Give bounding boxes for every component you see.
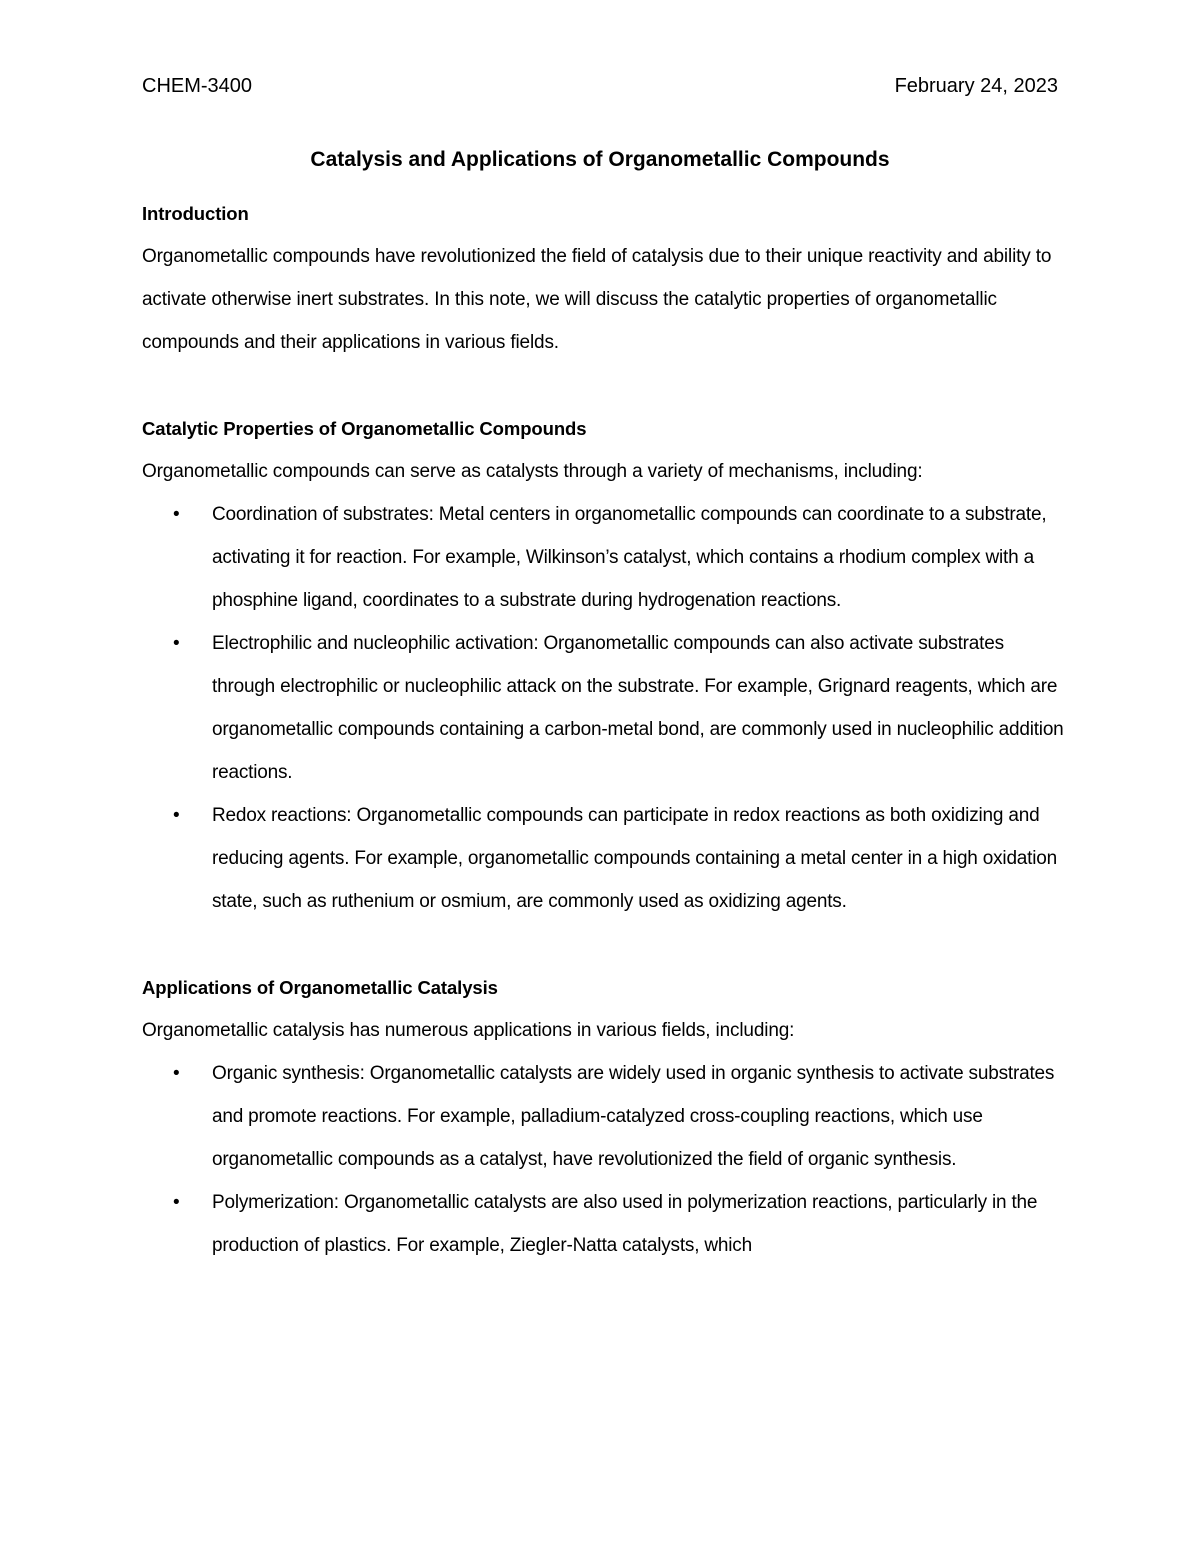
list-item-text: Electrophilic and nucleophilic activation: Organometallic compounds can also activate substrates through electrophilic or nucleophilic attack on the substrate. For example, Grignard reagents, which are organometallic compounds containing a carbon-metal bond, are commonly used in nucleophilic addition reactions. <box>212 633 1064 783</box>
intro-paragraph: Organometallic compounds have revolutionized the field of catalysis due to their unique reactivity and ability to activate otherwise inert substrates. In this note, we will discuss the catalytic properties of organometallic compounds and their applications in various fields. <box>142 246 1052 353</box>
list-item <box>142 493 1072 622</box>
list-item-text: Redox reactions: Organometallic compounds can participate in redox reactions as both oxidizing and reducing agents. For example, organometallic compounds containing a metal center in a high oxidation state, such as ruthenium or osmium, are commonly used as oxidizing agents. <box>212 805 1058 912</box>
bullet-icon: • <box>173 504 180 525</box>
catalytic-lead-paragraph: Organometallic compounds can serve as catalysts through a variety of mechanisms, including: <box>142 461 923 482</box>
section-heading-introduction: Introduction <box>142 203 249 224</box>
list-item <box>142 1181 1072 1267</box>
bullet-icon: • <box>173 633 180 654</box>
section-heading-catalytic-properties: Catalytic Properties of Organometallic Compounds <box>142 418 587 439</box>
paragraph-spacer <box>142 923 1072 966</box>
list-item <box>142 622 1072 794</box>
list-item <box>142 794 1072 923</box>
list-item-text: Polymerization: Organometallic catalysts are also used in polymerization reactions, particularly in the production of plastics. For example, Ziegler-Natta catalysts, which <box>212 1192 1038 1256</box>
paragraph-spacer <box>142 364 1072 407</box>
bullet-icon: • <box>173 805 180 826</box>
list-item-text: Organic synthesis: Organometallic catalysts are widely used in organic synthesis to activate substrates and promote reactions. For example, palladium-catalyzed cross-coupling reactions, which use organometallic compounds as a catalyst, have revolutionized the field of organic synthesis. <box>212 1063 1055 1170</box>
catalytic-mechanisms-list <box>142 493 1072 923</box>
document-body <box>142 192 1072 1267</box>
bullet-icon: • <box>173 1192 180 1213</box>
course-code: CHEM-3400 <box>142 75 253 97</box>
list-item <box>142 1052 1072 1181</box>
applications-list <box>142 1052 1072 1267</box>
bullet-icon: • <box>173 1063 180 1084</box>
document-title: Catalysis and Applications of Organometallic Compounds <box>310 148 890 171</box>
document-date: February 24, 2023 <box>894 75 1058 97</box>
applications-lead-paragraph: Organometallic catalysis has numerous applications in various fields, including: <box>142 1020 795 1041</box>
section-heading-applications: Applications of Organometallic Catalysis <box>142 977 498 998</box>
list-item-text: Coordination of substrates: Metal centers in organometallic compounds can coordinate to a substrate, activating it for reaction. For example, Wilkinson’s catalyst, which contains a rhodium complex with a phosphine ligand, coordinates to a substrate during hydrogenation reactions. <box>212 504 1047 611</box>
